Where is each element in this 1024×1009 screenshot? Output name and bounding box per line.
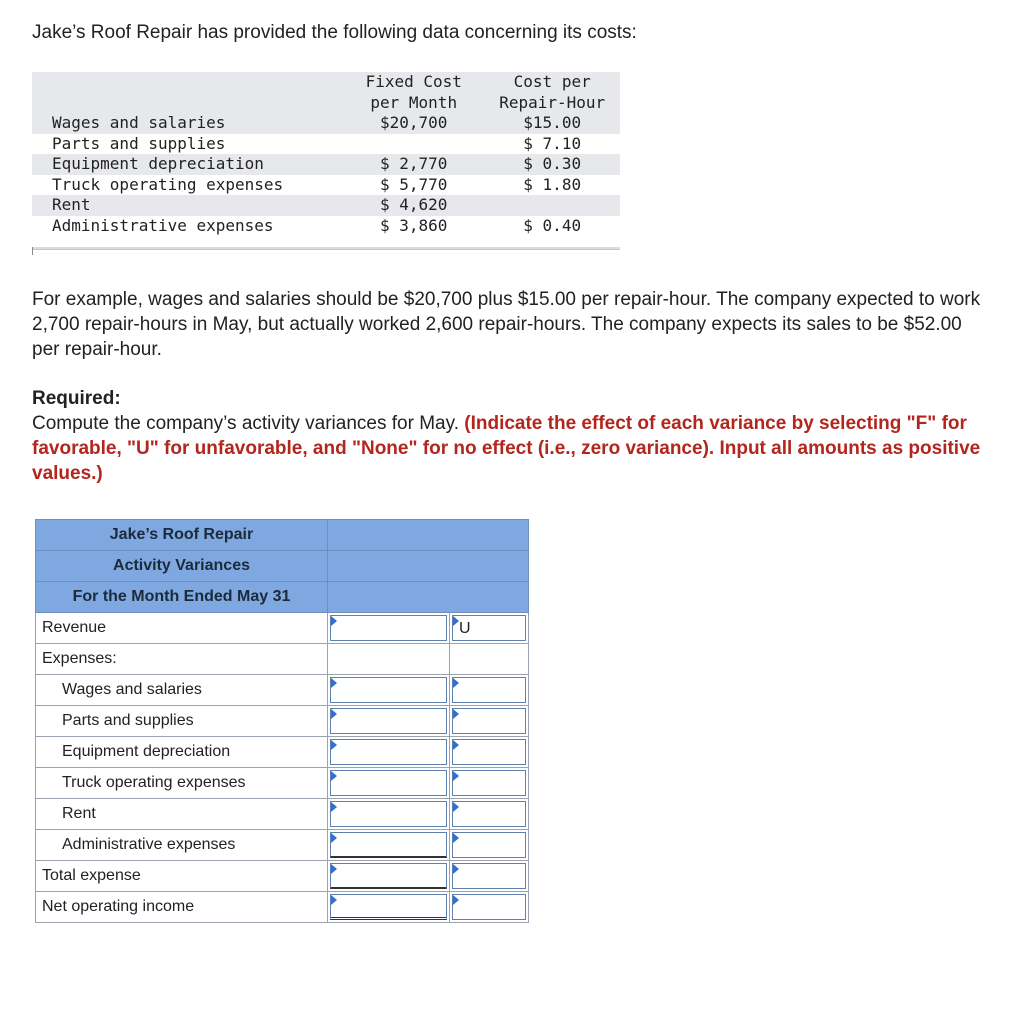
table-row <box>36 613 529 644</box>
admin-amount-input[interactable] <box>328 830 450 861</box>
table-row <box>36 644 529 675</box>
truck-effect-select[interactable] <box>450 768 529 799</box>
table-row <box>36 892 529 923</box>
required-block <box>32 386 1012 486</box>
answer-title-period: For the Month Ended May 31 <box>36 582 328 613</box>
revenue-effect-select[interactable] <box>450 613 529 644</box>
input-marker-icon <box>331 833 337 843</box>
input-marker-icon <box>453 771 459 781</box>
input-marker-icon <box>331 864 337 874</box>
rent-effect-select[interactable] <box>450 799 529 830</box>
table-row <box>36 830 529 861</box>
expense-label: Administrative expenses <box>36 830 328 861</box>
table-divider-tick <box>32 247 33 255</box>
equipment-effect-select[interactable] <box>450 737 529 768</box>
cost-label: Wages and salaries <box>32 113 343 134</box>
fixed-cost: $ 3,860 <box>380 215 448 235</box>
expense-label: Parts and supplies <box>36 706 328 737</box>
table-row <box>32 134 620 155</box>
input-marker-icon <box>331 802 337 812</box>
input-marker-icon <box>331 740 337 750</box>
noi-effect-select[interactable] <box>450 892 529 923</box>
table-divider <box>32 247 620 250</box>
variable-cost <box>484 195 620 216</box>
table-row <box>36 706 529 737</box>
fixed-cost: $ 4,620 <box>343 195 484 216</box>
truck-amount-input[interactable] <box>328 768 450 799</box>
table-row <box>36 861 529 892</box>
fixed-cost <box>343 134 484 155</box>
cost-label: Truck operating expenses <box>52 174 284 194</box>
expense-label: Rent <box>36 799 328 830</box>
revenue-amount-input[interactable] <box>328 613 450 644</box>
answer-title-company: Jake’s Roof Repair <box>36 520 328 551</box>
variable-cost: $ 1.80 <box>523 174 582 194</box>
fixed-cost: $20,700 <box>343 113 484 134</box>
wages-effect-select[interactable] <box>450 675 529 706</box>
header-repair-hour: Repair-Hour <box>484 93 620 114</box>
parts-effect-select[interactable] <box>450 706 529 737</box>
cost-data-table <box>32 72 620 236</box>
required-text: Compute the company’s activity variances for May. <box>32 413 465 434</box>
input-marker-icon <box>331 895 337 905</box>
table-row <box>36 768 529 799</box>
header-fixed-cost: Fixed Cost <box>343 72 484 93</box>
table-row <box>36 737 529 768</box>
input-marker-icon <box>453 678 459 688</box>
parts-amount-input[interactable] <box>328 706 450 737</box>
input-marker-icon <box>453 895 459 905</box>
rent-amount-input[interactable] <box>328 799 450 830</box>
variable-cost: $ 0.40 <box>523 215 582 235</box>
input-marker-icon <box>331 616 337 626</box>
problem-paragraph: For example, wages and salaries should be $20,700 plus $15.00 per repair-hour. The company expected to work 2,700 repair-hours in May, but actually worked 2,600 repair-hours. The company expects its sales to be $52.00 per repair-hour. <box>32 289 981 360</box>
input-marker-icon <box>453 740 459 750</box>
header-cost-per: Cost per <box>484 72 620 93</box>
wages-amount-input[interactable] <box>328 675 450 706</box>
cost-label: Rent <box>32 195 343 216</box>
cost-label: Administrative expenses <box>52 215 274 235</box>
table-row <box>32 216 620 237</box>
answer-title-report: Activity Variances <box>36 551 328 582</box>
expense-label: Wages and salaries <box>36 675 328 706</box>
variable-cost: $15.00 <box>484 113 620 134</box>
cost-label: Parts and supplies <box>52 133 226 153</box>
equipment-amount-input[interactable] <box>328 737 450 768</box>
input-marker-icon <box>453 709 459 719</box>
noi-amount-input[interactable] <box>328 892 450 923</box>
intro-text: Jake’s Roof Repair has provided the following data concerning its costs: <box>32 22 637 43</box>
expenses-label: Expenses: <box>36 644 328 675</box>
input-marker-icon <box>331 771 337 781</box>
fixed-cost: $ 2,770 <box>343 154 484 175</box>
total-expense-label: Total expense <box>36 861 328 892</box>
revenue-effect-value: U <box>459 620 471 637</box>
variable-cost: $ 0.30 <box>484 154 620 175</box>
table-row <box>36 675 529 706</box>
cost-label: Equipment depreciation <box>32 154 343 175</box>
required-instruction: (Indicate the effect of each variance by selecting "F" for favorable, "U" for unfavorable, and "None" for no effect (i.e., zero variance). Input all amounts as positive values.) <box>32 413 981 484</box>
input-marker-icon <box>331 678 337 688</box>
expense-label: Equipment depreciation <box>36 737 328 768</box>
table-row <box>32 195 620 216</box>
input-marker-icon <box>453 833 459 843</box>
table-row <box>32 154 620 175</box>
answer-table <box>35 519 529 923</box>
table-row <box>32 113 620 134</box>
total-expense-amount-input[interactable] <box>328 861 450 892</box>
revenue-label: Revenue <box>36 613 328 644</box>
required-heading: Required: <box>32 388 121 409</box>
fixed-cost: $ 5,770 <box>380 174 448 194</box>
total-expense-effect-select[interactable] <box>450 861 529 892</box>
admin-effect-select[interactable] <box>450 830 529 861</box>
table-row <box>32 175 620 196</box>
input-marker-icon <box>453 864 459 874</box>
table-row <box>36 799 529 830</box>
net-operating-income-label: Net operating income <box>36 892 328 923</box>
input-marker-icon <box>331 709 337 719</box>
input-marker-icon <box>453 802 459 812</box>
expense-label: Truck operating expenses <box>36 768 328 799</box>
variable-cost: $ 7.10 <box>523 133 582 153</box>
header-per-month: per Month <box>343 93 484 114</box>
